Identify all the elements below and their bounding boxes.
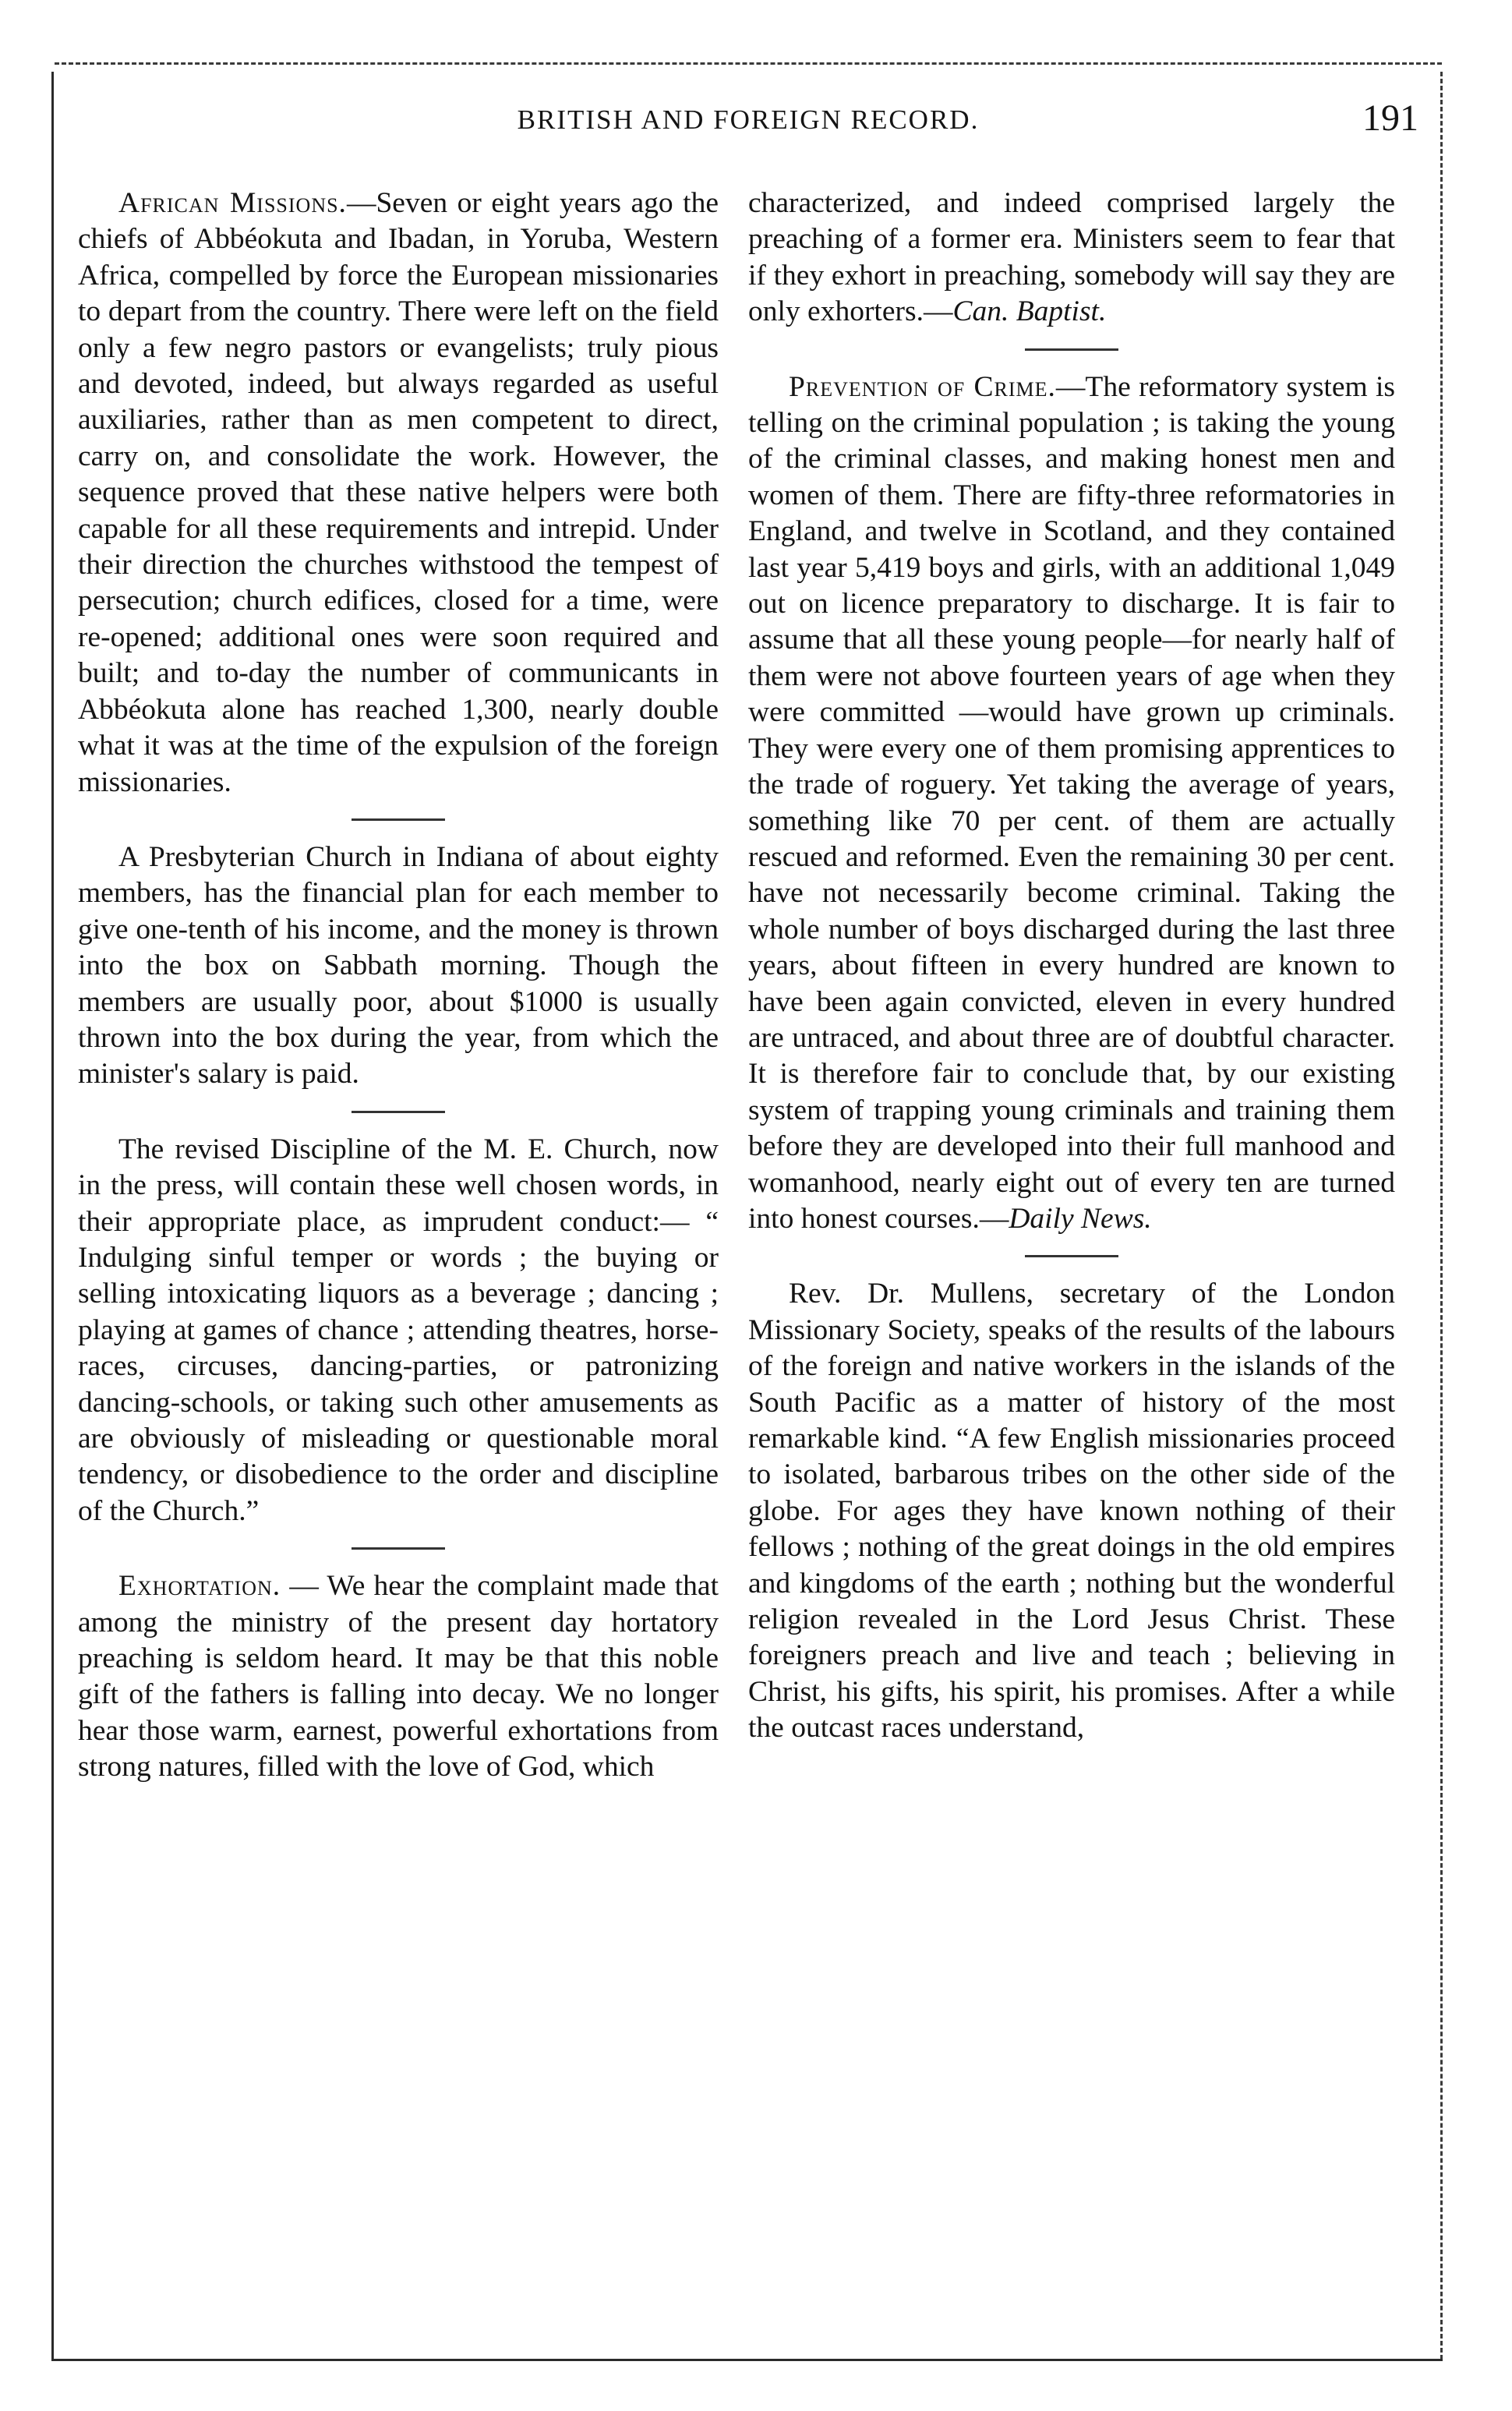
article-dr-mullens [748, 1276, 1395, 1746]
running-head [70, 97, 1426, 147]
article-body-prevention: —The reformatory system is telling on the criminal population ; is taking the young of the criminal classes, and making honest men and women of them. There are fifty-three reformatories in England, and twelve in Scotland, and they contained last year 5,419 boys and girls, with an additional 1,049 out on licence preparatory to discharge. It is fair to assume that all these young people—for nearly half of them were not above fourteen years of age when they were committed —would have grown up criminals. They were every one of them promising apprentices to the trade of roguery. Yet taking the average of years, something like 70 per cent. of them are actually rescued and reformed. Even the remaining 30 per cent. have not necessarily become criminal. Taking the whole number of boys discharged during the last three years, about fifteen in every hundred are known to have been again convicted, eleven in every hundred are untraced, and about three are of doubtful character. It is therefore fair to conclude that, by our existing system of trapping young criminals and training them before they are developed into their full manhood and womanhood, nearly eight out of every ten are turned into honest courses.— [748, 370, 1396, 1235]
section-separator [1025, 348, 1118, 351]
article-african-missions [78, 186, 719, 801]
article-body-discipline: The revised Discipline of the M. E. Church, now in the press, will contain these well chosen words, in their appropriate place, as imprudent conduct:— “ Indulging sinful temper or words ; the buying or selling intoxicating liquors as a beverage ; dancing ; playing at games of chance ; attending theatres, horse-races, circuses, dancing-parties, or patronizing dancing-schools, or taking such other amusements as are obviously of misleading or questionable moral tendency, or disobedience to the order and discipline of the Church.” [78, 1133, 719, 1527]
right-column [748, 186, 1395, 1747]
article-body-exhortation: — We hear the complaint made that among the ministry of the present day hortatory preaching is seldom heard. It may be that this noble gift of the fathers is falling into decay. We no longer hear those warm, earnest, powerful exhortations from strong natures, filled with the love of God, which [78, 1570, 719, 1784]
article-body-african-missions: —Seven or eight years ago the chiefs of Abbéokuta and Ibadan, in Yoruba, Western Africa, compelled by force the European missionaries to depart from the country. There were left on the field only a few negro pastors or evangelists; truly pious and devoted, indeed, but always regarded as useful auxiliaries, rather than as men competent to direct, carry on, and consolidate the work. However, the sequence proved that these native helpers were both capable for all these requirements and intrepid. Under their direction the churches withstood the tempest of persecution; church edifices, closed for a time, were re-opened; additional ones were soon required and built; and to-day the number of communicants in Abbéokuta alone has reached 1,300, nearly double what it was at the time of the expulsion of the foreign missionaries. [78, 187, 719, 798]
section-separator [352, 1547, 445, 1550]
article-body-exhortation-cont: characterized, and indeed comprised largely the preaching of a former era. Ministers seem to fear that if they exhort in preaching, somebody will say they are only exhorters.— [748, 187, 1395, 328]
left-column [78, 186, 719, 1786]
article-body-presbyterian: A Presbyterian Church in Indiana of about eighty members, has the financial plan for each member to give one-tenth of his income, and the money is thrown into the box on Sabbath morning. Though the members are usually poor, about $1000 is usually thrown into the box during the year, from which the minister's salary is paid. [78, 840, 719, 1091]
article-prevention-of-crime [748, 369, 1395, 1238]
page-number: 191 [1362, 97, 1418, 139]
right-border-rule [1440, 72, 1443, 2360]
section-separator [352, 1111, 445, 1113]
article-revised-discipline [78, 1132, 719, 1529]
article-lead-exhortation: Exhortation. [118, 1570, 281, 1603]
bottom-border-rule [51, 2359, 1443, 2361]
article-presbyterian-church [78, 840, 719, 1093]
running-title: BRITISH AND FOREIGN RECORD. [517, 104, 980, 135]
top-border-rule [55, 62, 1442, 65]
section-separator [1025, 1255, 1118, 1257]
article-exhortation [78, 1568, 719, 1785]
article-body-mullens: Rev. Dr. Mullens, secretary of the London Missionary Society, speaks of the results of the labours of the foreign and native workers in the islands of the South Pacific as a matter of history of the most remarkable kind. “A few English missionaries proceed to isolated, barbarous tribes on the other side of the globe. For ages they have known nothing of their fellows ; nothing of the great doings in the old empires and kingdoms of the earth ; nothing but the wonderful religion revealed in the Lord Jesus Christ. These foreigners preach and live and teach ; believing in Christ, his gifts, his spirit, his promises. After a while the outcast races understand, [748, 1278, 1395, 1745]
citation-daily-news: Daily News. [1009, 1202, 1152, 1235]
article-lead-african-missions: African Missions. [118, 187, 347, 219]
section-separator [352, 818, 445, 821]
article-exhortation-continued [748, 186, 1395, 331]
left-border-rule [51, 72, 54, 2360]
citation-can-baptist: Can. Baptist. [952, 295, 1107, 328]
article-lead-prevention: Prevention of Crime. [789, 370, 1056, 403]
